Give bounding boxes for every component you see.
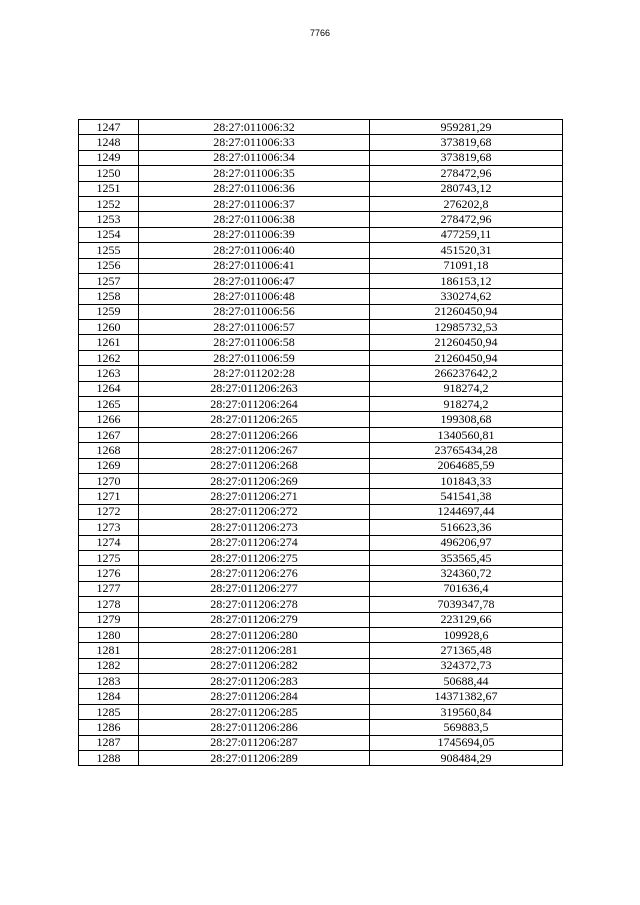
cadastral-value-cell: 516623,36: [370, 520, 563, 535]
table-row: [79, 181, 563, 196]
cadastral-value-cell: 12985732,53: [370, 320, 563, 335]
row-number-cell: 1255: [79, 243, 139, 258]
row-number-cell: 1250: [79, 166, 139, 181]
row-number-cell: 1288: [79, 751, 139, 766]
cadastral-number-cell: 28:27:011006:58: [139, 335, 370, 350]
table-row: [79, 751, 563, 766]
cadastral-number-cell: 28:27:011206:274: [139, 535, 370, 550]
row-number-cell: 1284: [79, 689, 139, 704]
cadastral-value-cell: 50688,44: [370, 674, 563, 689]
cadastral-value-cell: 330274,62: [370, 289, 563, 304]
cadastral-number-cell: 28:27:011006:34: [139, 150, 370, 165]
cadastral-value-cell: 276202,8: [370, 196, 563, 211]
cadastral-value-cell: 324372,73: [370, 658, 563, 673]
cadastral-value-cell: 319560,84: [370, 704, 563, 719]
cadastral-value-table: [78, 119, 563, 766]
cadastral-value-cell: 266237642,2: [370, 366, 563, 381]
table-row: [79, 735, 563, 750]
table-row: [79, 427, 563, 442]
table-row: [79, 704, 563, 719]
cadastral-value-cell: 2064685,59: [370, 458, 563, 473]
table-row: [79, 227, 563, 242]
table-row: [79, 381, 563, 396]
row-number-cell: 1268: [79, 443, 139, 458]
cadastral-number-cell: 28:27:011206:268: [139, 458, 370, 473]
cadastral-value-cell: 23765434,28: [370, 443, 563, 458]
row-number-cell: 1261: [79, 335, 139, 350]
row-number-cell: 1266: [79, 412, 139, 427]
page-number: 7766: [309, 28, 331, 38]
table-row: [79, 566, 563, 581]
table-row: [79, 597, 563, 612]
row-number-cell: 1262: [79, 350, 139, 365]
cadastral-value-cell: 278472,96: [370, 166, 563, 181]
table-row: [79, 273, 563, 288]
table-row: [79, 150, 563, 165]
cadastral-number-cell: 28:27:011206:263: [139, 381, 370, 396]
row-number-cell: 1283: [79, 674, 139, 689]
cadastral-number-cell: 28:27:011006:37: [139, 196, 370, 211]
cadastral-number-cell: 28:27:011206:276: [139, 566, 370, 581]
table-row: [79, 335, 563, 350]
row-number-cell: 1258: [79, 289, 139, 304]
cadastral-value-cell: 280743,12: [370, 181, 563, 196]
cadastral-value-cell: 569883,5: [370, 720, 563, 735]
cadastral-value-cell: 959281,29: [370, 120, 563, 135]
cadastral-value-cell: 908484,29: [370, 751, 563, 766]
cadastral-number-cell: 28:27:011206:264: [139, 397, 370, 412]
cadastral-number-cell: 28:27:011206:282: [139, 658, 370, 673]
table-row: [79, 689, 563, 704]
table-row: [79, 289, 563, 304]
table-row: [79, 504, 563, 519]
cadastral-value-cell: 477259,11: [370, 227, 563, 242]
cadastral-number-cell: 28:27:011006:59: [139, 350, 370, 365]
cadastral-number-cell: 28:27:011206:267: [139, 443, 370, 458]
cadastral-value-cell: 918274,2: [370, 397, 563, 412]
cadastral-number-cell: 28:27:011006:56: [139, 304, 370, 319]
cadastral-value-cell: 1244697,44: [370, 504, 563, 519]
cadastral-number-cell: 28:27:011206:273: [139, 520, 370, 535]
cadastral-value-cell: 918274,2: [370, 381, 563, 396]
row-number-cell: 1285: [79, 704, 139, 719]
cadastral-value-cell: 324360,72: [370, 566, 563, 581]
cadastral-number-cell: 28:27:011006:47: [139, 273, 370, 288]
row-number-cell: 1265: [79, 397, 139, 412]
cadastral-value-cell: 353565,45: [370, 550, 563, 565]
row-number-cell: 1270: [79, 473, 139, 488]
row-number-cell: 1247: [79, 120, 139, 135]
cadastral-value-cell: 7039347,78: [370, 597, 563, 612]
cadastral-number-cell: 28:27:011006:41: [139, 258, 370, 273]
row-number-cell: 1279: [79, 612, 139, 627]
table-row: [79, 674, 563, 689]
cadastral-number-cell: 28:27:011006:36: [139, 181, 370, 196]
row-number-cell: 1277: [79, 581, 139, 596]
row-number-cell: 1260: [79, 320, 139, 335]
row-number-cell: 1271: [79, 489, 139, 504]
cadastral-number-cell: 28:27:011006:32: [139, 120, 370, 135]
cadastral-number-cell: 28:27:011206:287: [139, 735, 370, 750]
table-row: [79, 581, 563, 596]
table-row: [79, 643, 563, 658]
cadastral-number-cell: 28:27:011006:38: [139, 212, 370, 227]
cadastral-value-cell: 21260450,94: [370, 304, 563, 319]
row-number-cell: 1272: [79, 504, 139, 519]
table-row: [79, 443, 563, 458]
table-row: [79, 166, 563, 181]
table-row: [79, 196, 563, 211]
table-row: [79, 304, 563, 319]
row-number-cell: 1257: [79, 273, 139, 288]
row-number-cell: 1251: [79, 181, 139, 196]
row-number-cell: 1281: [79, 643, 139, 658]
cadastral-value-cell: 101843,33: [370, 473, 563, 488]
row-number-cell: 1273: [79, 520, 139, 535]
cadastral-number-cell: 28:27:011006:35: [139, 166, 370, 181]
row-number-cell: 1287: [79, 735, 139, 750]
table-row: [79, 320, 563, 335]
cadastral-number-cell: 28:27:011206:281: [139, 643, 370, 658]
row-number-cell: 1259: [79, 304, 139, 319]
table-row: [79, 135, 563, 150]
cadastral-number-cell: 28:27:011206:269: [139, 473, 370, 488]
cadastral-value-cell: 21260450,94: [370, 335, 563, 350]
table-row: [79, 366, 563, 381]
cadastral-value-cell: 1340560,81: [370, 427, 563, 442]
table-row: [79, 350, 563, 365]
cadastral-value-cell: 451520,31: [370, 243, 563, 258]
row-number-cell: 1253: [79, 212, 139, 227]
row-number-cell: 1278: [79, 597, 139, 612]
cadastral-number-cell: 28:27:011006:57: [139, 320, 370, 335]
cadastral-value-cell: 373819,68: [370, 135, 563, 150]
row-number-cell: 1267: [79, 427, 139, 442]
row-number-cell: 1275: [79, 550, 139, 565]
table-row: [79, 397, 563, 412]
row-number-cell: 1249: [79, 150, 139, 165]
row-number-cell: 1256: [79, 258, 139, 273]
table-row: [79, 258, 563, 273]
cadastral-number-cell: 28:27:011206:278: [139, 597, 370, 612]
cadastral-number-cell: 28:27:011006:39: [139, 227, 370, 242]
cadastral-value-cell: 109928,6: [370, 627, 563, 642]
row-number-cell: 1263: [79, 366, 139, 381]
cadastral-number-cell: 28:27:011202:28: [139, 366, 370, 381]
cadastral-number-cell: 28:27:011206:279: [139, 612, 370, 627]
cadastral-number-cell: 28:27:011206:275: [139, 550, 370, 565]
cadastral-number-cell: 28:27:011206:271: [139, 489, 370, 504]
row-number-cell: 1274: [79, 535, 139, 550]
cadastral-value-cell: 71091,18: [370, 258, 563, 273]
cadastral-number-cell: 28:27:011206:284: [139, 689, 370, 704]
row-number-cell: 1248: [79, 135, 139, 150]
cadastral-number-cell: 28:27:011206:266: [139, 427, 370, 442]
cadastral-number-cell: 28:27:011206:289: [139, 751, 370, 766]
cadastral-number-cell: 28:27:011206:277: [139, 581, 370, 596]
table-row: [79, 489, 563, 504]
table-row: [79, 212, 563, 227]
table-row: [79, 473, 563, 488]
table-row: [79, 720, 563, 735]
cadastral-value-cell: 223129,66: [370, 612, 563, 627]
cadastral-number-cell: 28:27:011206:272: [139, 504, 370, 519]
cadastral-number-cell: 28:27:011206:285: [139, 704, 370, 719]
row-number-cell: 1280: [79, 627, 139, 642]
table-row: [79, 550, 563, 565]
row-number-cell: 1282: [79, 658, 139, 673]
cadastral-number-cell: 28:27:011206:283: [139, 674, 370, 689]
cadastral-value-cell: 271365,48: [370, 643, 563, 658]
cadastral-number-cell: 28:27:011006:33: [139, 135, 370, 150]
table-row: [79, 120, 563, 135]
cadastral-value-cell: 199308,68: [370, 412, 563, 427]
cadastral-value-cell: 278472,96: [370, 212, 563, 227]
row-number-cell: 1254: [79, 227, 139, 242]
cadastral-number-cell: 28:27:011206:280: [139, 627, 370, 642]
cadastral-value-cell: 496206,97: [370, 535, 563, 550]
cadastral-number-cell: 28:27:011006:48: [139, 289, 370, 304]
cadastral-value-cell: 186153,12: [370, 273, 563, 288]
row-number-cell: 1252: [79, 196, 139, 211]
cadastral-number-cell: 28:27:011006:40: [139, 243, 370, 258]
row-number-cell: 1286: [79, 720, 139, 735]
row-number-cell: 1264: [79, 381, 139, 396]
table-row: [79, 243, 563, 258]
row-number-cell: 1269: [79, 458, 139, 473]
cadastral-value-cell: 541541,38: [370, 489, 563, 504]
row-number-cell: 1276: [79, 566, 139, 581]
cadastral-value-cell: 373819,68: [370, 150, 563, 165]
table-row: [79, 458, 563, 473]
table-row: [79, 412, 563, 427]
cadastral-value-cell: 1745694,05: [370, 735, 563, 750]
table-row: [79, 627, 563, 642]
table-body: [79, 120, 563, 766]
cadastral-value-cell: 14371382,67: [370, 689, 563, 704]
cadastral-number-cell: 28:27:011206:286: [139, 720, 370, 735]
cadastral-value-cell: 21260450,94: [370, 350, 563, 365]
table-row: [79, 535, 563, 550]
cadastral-number-cell: 28:27:011206:265: [139, 412, 370, 427]
table-row: [79, 658, 563, 673]
cadastral-value-cell: 701636,4: [370, 581, 563, 596]
table-row: [79, 520, 563, 535]
table-row: [79, 612, 563, 627]
